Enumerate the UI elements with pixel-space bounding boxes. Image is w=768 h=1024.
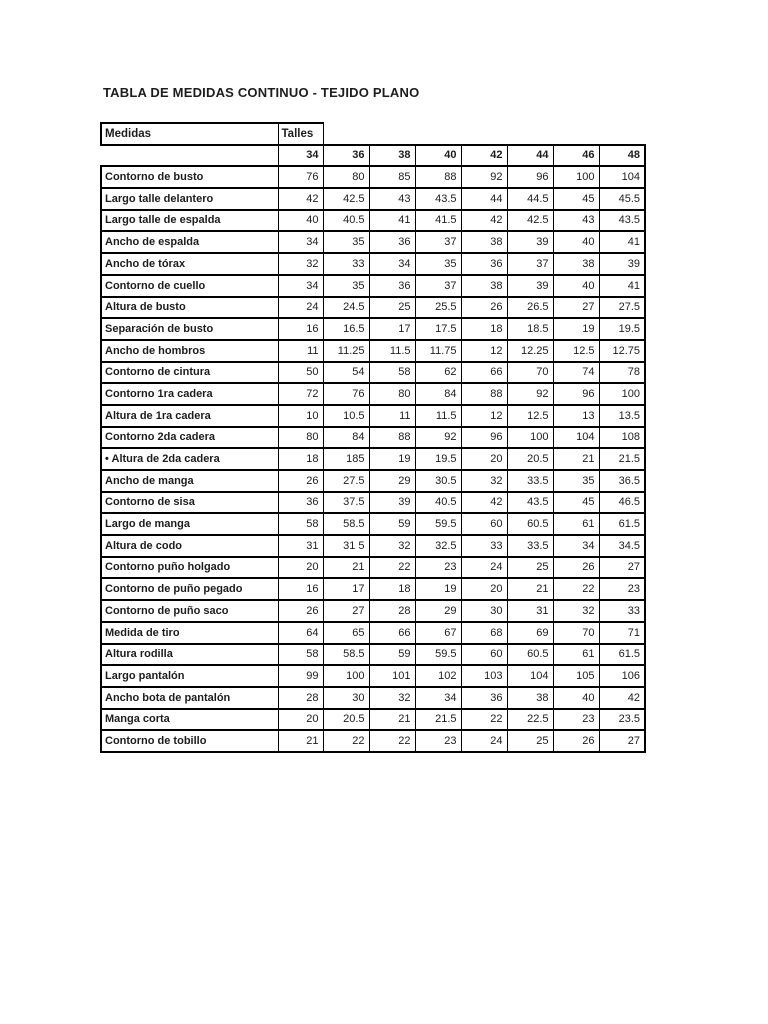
measurement-value-cell: 108 [599,427,645,449]
size-header-cell: 42 [461,145,507,167]
measurement-value-cell: 40.5 [415,492,461,514]
measurement-value-cell: 58.5 [323,513,369,535]
measurement-label-cell: Ancho bota de pantalón [101,687,278,709]
measurement-value-cell: 20.5 [323,709,369,731]
measurement-value-cell: 24 [278,297,323,319]
measurement-value-cell: 38 [461,231,507,253]
measurement-value-cell: 40 [553,275,599,297]
measurement-value-cell: 11.5 [415,405,461,427]
measurement-value-cell: 39 [507,275,553,297]
measurement-value-cell: 19 [415,578,461,600]
measurement-value-cell: 36 [369,231,415,253]
measurement-row [101,318,645,340]
measurement-value-cell: 104 [599,166,645,188]
measurement-value-cell: 10 [278,405,323,427]
measurement-row [101,166,645,188]
measurement-value-cell: 20 [278,557,323,579]
measurement-value-cell: 105 [553,665,599,687]
measurement-row [101,405,645,427]
measurement-value-cell: 16.5 [323,318,369,340]
measurement-value-cell: 12.5 [553,340,599,362]
measurement-value-cell: 59.5 [415,644,461,666]
measurement-value-cell: 58 [278,644,323,666]
measurement-value-cell: 37 [507,253,553,275]
measurement-value-cell: 59 [369,644,415,666]
measurement-value-cell: 19 [553,318,599,340]
measurement-value-cell: 18.5 [507,318,553,340]
measurement-value-cell: 100 [507,427,553,449]
measurement-value-cell: 80 [278,427,323,449]
measurement-value-cell: 45 [553,188,599,210]
measurement-value-cell: 39 [369,492,415,514]
measurement-label-cell: Largo pantalón [101,665,278,687]
measurement-value-cell: 101 [369,665,415,687]
measurement-value-cell: 39 [599,253,645,275]
measurement-value-cell: 22 [369,557,415,579]
size-header-cell: 48 [599,145,645,167]
measurement-row [101,578,645,600]
measurement-value-cell: 27 [553,297,599,319]
measurement-row [101,709,645,731]
measurement-value-cell: 96 [507,166,553,188]
size-header-cell: 36 [323,145,369,167]
measurement-value-cell: 12 [461,340,507,362]
talles-header-cell: Talles [278,123,323,145]
measurement-value-cell: 72 [278,383,323,405]
measurement-value-cell: 26 [461,297,507,319]
measurement-value-cell: 61 [553,513,599,535]
measurement-value-cell: 24 [461,730,507,752]
measurement-label-cell: Separación de busto [101,318,278,340]
measurement-value-cell: 59.5 [415,513,461,535]
measurement-value-cell: 26.5 [507,297,553,319]
measurement-value-cell: 17 [369,318,415,340]
measurement-value-cell: 31 [507,600,553,622]
measurement-value-cell: 33 [599,600,645,622]
measurement-value-cell: 36 [278,492,323,514]
measurement-value-cell: 33 [461,535,507,557]
measurement-value-cell: 31 5 [323,535,369,557]
measurement-label-cell: Altura de 1ra cadera [101,405,278,427]
measurement-value-cell: 58 [278,513,323,535]
measurement-value-cell: 103 [461,665,507,687]
measurement-label-cell: Contorno de puño pegado [101,578,278,600]
measurement-value-cell: 39 [507,231,553,253]
measurement-value-cell: 43.5 [599,210,645,232]
measurement-value-cell: 80 [369,383,415,405]
measurement-value-cell: 42 [599,687,645,709]
measurement-value-cell: 35 [323,231,369,253]
measurement-value-cell: 16 [278,578,323,600]
measurement-value-cell: 12.5 [507,405,553,427]
measurement-value-cell: 40.5 [323,210,369,232]
measurement-value-cell: 43.5 [507,492,553,514]
measurement-value-cell: 45 [553,492,599,514]
measurement-label-cell: Contorno 1ra cadera [101,383,278,405]
measurement-value-cell: 27 [599,730,645,752]
measurement-row [101,622,645,644]
measurement-value-cell: 67 [415,622,461,644]
measurement-value-cell: 24 [461,557,507,579]
measurement-value-cell: 12.25 [507,340,553,362]
measurement-value-cell: 41 [599,275,645,297]
measurement-value-cell: 92 [507,383,553,405]
measurement-value-cell: 100 [323,665,369,687]
measurement-value-cell: 27 [323,600,369,622]
measurement-value-cell: 54 [323,362,369,384]
measurement-value-cell: 69 [507,622,553,644]
measurement-value-cell: 21 [553,448,599,470]
measurement-value-cell: 42.5 [323,188,369,210]
measurement-value-cell: 58.5 [323,644,369,666]
measurement-value-cell: 36 [461,253,507,275]
measurement-label-cell: Largo de manga [101,513,278,535]
measurement-value-cell: 13 [553,405,599,427]
measurement-value-cell: 60 [461,644,507,666]
measurement-value-cell: 44.5 [507,188,553,210]
measurement-value-cell: 80 [323,166,369,188]
measurement-value-cell: 19.5 [415,448,461,470]
measurement-value-cell: 66 [461,362,507,384]
measurement-value-cell: 33.5 [507,470,553,492]
measurement-value-cell: 12 [461,405,507,427]
measurement-value-cell: 23 [599,578,645,600]
measurement-value-cell: 16 [278,318,323,340]
measurement-value-cell: 36 [369,275,415,297]
measurement-value-cell: 88 [415,166,461,188]
measurement-label-cell: Contorno de busto [101,166,278,188]
measurement-value-cell: 32 [461,470,507,492]
measurement-value-cell: 185 [323,448,369,470]
measurement-row [101,448,645,470]
measurement-value-cell: 11 [369,405,415,427]
measurement-value-cell: 22.5 [507,709,553,731]
measurement-value-cell: 100 [553,166,599,188]
measurement-value-cell: 61.5 [599,513,645,535]
measurement-value-cell: 102 [415,665,461,687]
measurement-label-cell: Altura rodilla [101,644,278,666]
measurement-label-cell: Altura de codo [101,535,278,557]
measurement-value-cell: 106 [599,665,645,687]
measurement-row [101,513,645,535]
measurement-value-cell: 42 [278,188,323,210]
measurement-value-cell: 11.25 [323,340,369,362]
measurement-value-cell: 61.5 [599,644,645,666]
measurement-value-cell: 17.5 [415,318,461,340]
measurement-value-cell: 38 [461,275,507,297]
measurement-row [101,557,645,579]
measurement-value-cell: 27.5 [323,470,369,492]
measurement-value-cell: 41.5 [415,210,461,232]
measurement-label-cell: Contorno 2da cadera [101,427,278,449]
measurement-label-cell: Contorno de puño saco [101,600,278,622]
measurement-value-cell: 37 [415,231,461,253]
measurement-value-cell: 60.5 [507,513,553,535]
measurement-value-cell: 96 [461,427,507,449]
measurement-value-cell: 70 [507,362,553,384]
measurement-label-cell: Contorno de cuello [101,275,278,297]
measurement-value-cell: 58 [369,362,415,384]
measurement-value-cell: 74 [553,362,599,384]
measurement-label-cell: Contorno de cintura [101,362,278,384]
measurement-value-cell: 18 [278,448,323,470]
measurement-value-cell: 20 [461,578,507,600]
header-empty-area [323,123,645,145]
measurement-value-cell: 60.5 [507,644,553,666]
measurement-value-cell: 92 [415,427,461,449]
measurement-row [101,665,645,687]
measurement-value-cell: 84 [415,383,461,405]
measurement-value-cell: 32.5 [415,535,461,557]
measurement-value-cell: 19.5 [599,318,645,340]
measurement-value-cell: 21.5 [415,709,461,731]
size-header-cell: 44 [507,145,553,167]
measurement-value-cell: 34.5 [599,535,645,557]
measurement-value-cell: 50 [278,362,323,384]
measurement-value-cell: 23 [415,557,461,579]
measurement-value-cell: 35 [415,253,461,275]
measurement-row [101,687,645,709]
measurement-value-cell: 11 [278,340,323,362]
measurement-value-cell: 32 [369,535,415,557]
measurement-value-cell: 13.5 [599,405,645,427]
measurement-value-cell: 23.5 [599,709,645,731]
measurement-row [101,730,645,752]
measurement-value-cell: 32 [553,600,599,622]
measurement-row [101,297,645,319]
measurement-value-cell: 88 [461,383,507,405]
measurement-value-cell: 78 [599,362,645,384]
measurement-value-cell: 29 [369,470,415,492]
measurement-value-cell: 38 [507,687,553,709]
measurement-value-cell: 85 [369,166,415,188]
measurement-value-cell: 30 [323,687,369,709]
measurement-value-cell: 19 [369,448,415,470]
measurement-value-cell: 22 [553,578,599,600]
measurement-value-cell: 41 [369,210,415,232]
table-header-row-sizes [101,145,645,167]
measurement-label-cell: Ancho de hombros [101,340,278,362]
measurement-value-cell: 64 [278,622,323,644]
measurement-value-cell: 30.5 [415,470,461,492]
measurement-value-cell: 99 [278,665,323,687]
measurement-value-cell: 34 [278,231,323,253]
measurement-value-cell: 21 [323,557,369,579]
measurement-value-cell: 26 [278,470,323,492]
measurement-value-cell: 23 [553,709,599,731]
measurement-value-cell: 18 [461,318,507,340]
measurement-value-cell: 44 [461,188,507,210]
measurement-row [101,535,645,557]
size-header-cell: 46 [553,145,599,167]
measurement-value-cell: 40 [278,210,323,232]
measurement-value-cell: 59 [369,513,415,535]
measurement-label-cell: Ancho de espalda [101,231,278,253]
measurement-row [101,362,645,384]
measurement-value-cell: 20.5 [507,448,553,470]
measurement-value-cell: 37.5 [323,492,369,514]
measurement-value-cell: 92 [461,166,507,188]
measurement-value-cell: 41 [599,231,645,253]
measurement-value-cell: 24.5 [323,297,369,319]
measurement-value-cell: 62 [415,362,461,384]
measurement-value-cell: 33 [323,253,369,275]
measurement-value-cell: 26 [553,730,599,752]
measurement-value-cell: 26 [553,557,599,579]
measurement-row [101,340,645,362]
measurement-value-cell: 20 [278,709,323,731]
measurement-row [101,210,645,232]
measurement-value-cell: 33.5 [507,535,553,557]
measurement-value-cell: 12.75 [599,340,645,362]
measurement-value-cell: 36 [461,687,507,709]
measurement-value-cell: 34 [369,253,415,275]
measurement-value-cell: 11.75 [415,340,461,362]
measurement-value-cell: 22 [369,730,415,752]
measurement-value-cell: 18 [369,578,415,600]
measurement-value-cell: 88 [369,427,415,449]
medidas-header-cell: Medidas [101,123,278,145]
measurement-value-cell: 70 [553,622,599,644]
measurement-value-cell: 30 [461,600,507,622]
measurement-value-cell: 76 [323,383,369,405]
measurement-value-cell: 27.5 [599,297,645,319]
measurement-row [101,600,645,622]
size-header-cell: 40 [415,145,461,167]
measurement-value-cell: 34 [553,535,599,557]
measurement-row [101,383,645,405]
measurement-value-cell: 28 [369,600,415,622]
measurement-value-cell: 104 [507,665,553,687]
measurement-row [101,427,645,449]
measurement-row [101,275,645,297]
measurement-value-cell: 43.5 [415,188,461,210]
sizes-row-empty-cell [101,145,278,167]
measurement-value-cell: 23 [415,730,461,752]
measurement-value-cell: 22 [323,730,369,752]
measurement-value-cell: 35 [553,470,599,492]
measurement-value-cell: 21 [507,578,553,600]
measurement-value-cell: 42 [461,492,507,514]
measurement-value-cell: 21 [369,709,415,731]
measurement-value-cell: 22 [461,709,507,731]
measurement-value-cell: 35 [323,275,369,297]
measurement-label-cell: Ancho de manga [101,470,278,492]
measurement-value-cell: 17 [323,578,369,600]
measurement-value-cell: 71 [599,622,645,644]
measurement-label-cell: • Altura de 2da cadera [101,448,278,470]
measurement-value-cell: 65 [323,622,369,644]
measurement-value-cell: 42.5 [507,210,553,232]
measurement-value-cell: 25.5 [415,297,461,319]
measurement-value-cell: 37 [415,275,461,297]
measurement-value-cell: 43 [369,188,415,210]
size-header-cell: 34 [278,145,323,167]
measurement-value-cell: 34 [415,687,461,709]
measurement-row [101,253,645,275]
measurement-value-cell: 61 [553,644,599,666]
measurement-value-cell: 60 [461,513,507,535]
measurement-label-cell: Altura de busto [101,297,278,319]
measurement-value-cell: 27 [599,557,645,579]
measurement-value-cell: 68 [461,622,507,644]
size-header-cell: 38 [369,145,415,167]
measurement-value-cell: 34 [278,275,323,297]
measurement-value-cell: 26 [278,600,323,622]
measurement-label-cell: Manga corta [101,709,278,731]
measurement-value-cell: 31 [278,535,323,557]
measurement-value-cell: 40 [553,687,599,709]
measurement-value-cell: 43 [553,210,599,232]
measurement-label-cell: Ancho de tórax [101,253,278,275]
measurement-value-cell: 100 [599,383,645,405]
measurement-value-cell: 104 [553,427,599,449]
measurement-value-cell: 29 [415,600,461,622]
page-title: TABLA DE MEDIDAS CONTINUO - TEJIDO PLANO [103,85,420,100]
measurement-value-cell: 25 [369,297,415,319]
measurement-value-cell: 21 [278,730,323,752]
measurement-row [101,231,645,253]
measurement-label-cell: Contorno puño holgado [101,557,278,579]
measurement-label-cell: Contorno de tobillo [101,730,278,752]
measurement-value-cell: 38 [553,253,599,275]
measurement-value-cell: 40 [553,231,599,253]
measurement-value-cell: 28 [278,687,323,709]
measurement-value-cell: 21.5 [599,448,645,470]
table-header-row-medidas [101,123,645,145]
measurement-value-cell: 76 [278,166,323,188]
measurement-row [101,492,645,514]
measurement-value-cell: 32 [278,253,323,275]
measurement-value-cell: 25 [507,557,553,579]
measurement-value-cell: 36.5 [599,470,645,492]
measurement-label-cell: Largo talle de espalda [101,210,278,232]
measurement-value-cell: 66 [369,622,415,644]
measurement-row [101,470,645,492]
measurement-value-cell: 32 [369,687,415,709]
measurement-value-cell: 45.5 [599,188,645,210]
measurement-value-cell: 84 [323,427,369,449]
measurement-label-cell: Medida de tiro [101,622,278,644]
measurements-table [100,122,646,753]
measurement-label-cell: Largo talle delantero [101,188,278,210]
measurement-value-cell: 96 [553,383,599,405]
measurement-row [101,644,645,666]
measurement-value-cell: 11.5 [369,340,415,362]
measurement-value-cell: 25 [507,730,553,752]
measurement-row [101,188,645,210]
measurement-value-cell: 10.5 [323,405,369,427]
measurement-value-cell: 46.5 [599,492,645,514]
measurement-label-cell: Contorno de sisa [101,492,278,514]
measurement-value-cell: 42 [461,210,507,232]
measurement-value-cell: 20 [461,448,507,470]
